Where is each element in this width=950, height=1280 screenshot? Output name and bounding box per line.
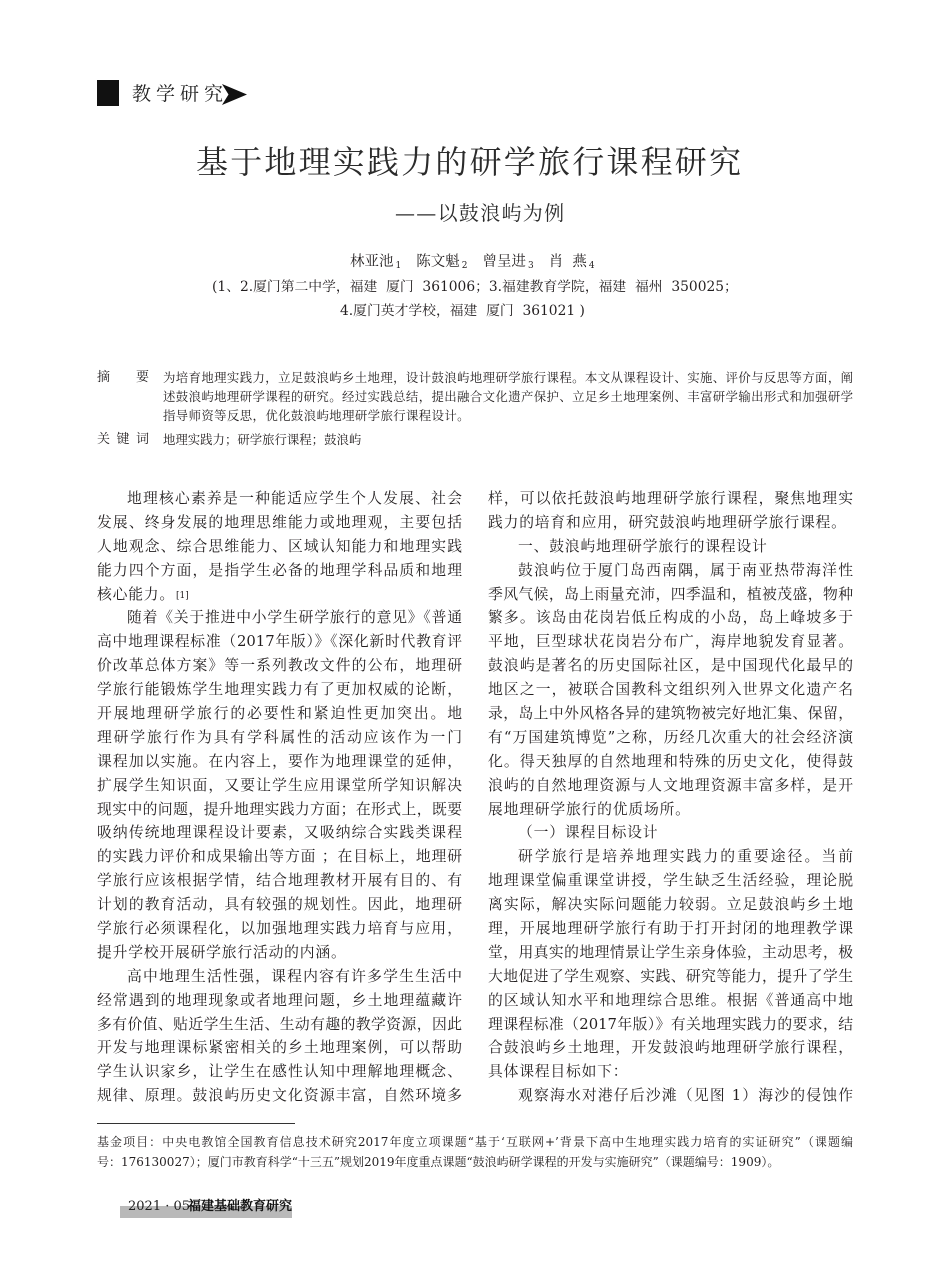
line-text: 地理核心素养是一种能适应学生个人发展、社会: [127, 490, 462, 507]
paragraph-line: [488, 750, 853, 774]
paragraph-line: [488, 1060, 853, 1084]
body-left-column: [97, 487, 462, 1108]
author: [549, 252, 595, 276]
footnote-line: 号：176130027）；厦门市教育科学“十三五”规划2019年度重点课题“鼓浪屿研学课程的开发与实施研究”（课题编号：1909）。: [97, 1154, 780, 1169]
line-text: 一、鼓浪屿地理研学旅行的课程设计: [518, 537, 768, 555]
section-heading-line: [488, 535, 853, 559]
paragraph-line: [97, 893, 462, 917]
line-text: 鼓浪屿位于厦门岛西南隅，属于南亚热带海洋性: [518, 561, 853, 579]
paragraph-line: [488, 845, 853, 869]
line-text: 高中地理课程标准（2017年版）》《深化新时代教育评: [97, 633, 462, 651]
paragraph-line: [488, 702, 853, 726]
author-list: [350, 252, 610, 276]
author: [350, 252, 401, 276]
line-text: 展地理研学旅行的优质场所。: [488, 800, 691, 818]
paragraph-line: [97, 726, 462, 750]
line-text: 随着《关于推进中小学生研学旅行的意见》《普通: [127, 609, 462, 627]
affiliation-line: 4.厦门英才学校，福建 厦门 361021 ): [340, 303, 585, 319]
paragraph-line: [488, 893, 853, 917]
issue-number: 2021 · 05: [128, 1199, 191, 1214]
abstract-text: [163, 368, 853, 425]
paragraph-line: [488, 606, 853, 630]
paragraph-line: [488, 941, 853, 965]
line-text: 离实际，解决实际问题能力较弱。立足鼓浪屿乡土地: [488, 896, 853, 914]
line-text: 吸纳传统地理课程设计要素，又吸纳综合实践类课程: [97, 824, 462, 842]
paragraph-line: [97, 941, 462, 965]
paragraph-line: [97, 798, 462, 822]
paragraph-line: [488, 798, 853, 822]
line-text: 学旅行必须课程化，以加强地理实践力培育与应用，: [97, 920, 462, 938]
line-text: 有“万国建筑博览”之称，历经几次重大的社会经济演: [488, 728, 853, 746]
paragraph-line: [97, 535, 462, 559]
paragraph-line: [97, 774, 462, 798]
footnote-line: 基金项目：中央电教馆全国教育信息技术研究2017年度立项课题“基于‘互联网+’背景下高中生地理实践力培育的实证研究”（课题编: [97, 1135, 853, 1149]
line-text: 化。得天独厚的自然地理和特殊的历史文化，使得鼓: [488, 752, 853, 770]
citation-reference: [1]: [176, 590, 189, 601]
line-text: 具体课程目标如下：: [488, 1063, 629, 1081]
line-text: 计划的教育活动，具有较强的规划性。因此，地理研: [97, 896, 462, 914]
line-text: 核心能力。: [97, 585, 175, 603]
paragraph-line: [97, 917, 462, 941]
line-text: 高中地理生活性强，课程内容有许多学生生活中: [127, 967, 462, 985]
journal-logo: 福建基础教育研究: [188, 1199, 293, 1214]
paragraph-line: [488, 678, 853, 702]
paragraph-line: [488, 487, 853, 511]
paragraph-line: [488, 1036, 853, 1060]
section-heading: [488, 821, 853, 845]
paragraph-line: [97, 965, 462, 989]
paragraph-line: [97, 702, 462, 726]
paragraph-line: [488, 1084, 853, 1108]
paragraph: [97, 487, 462, 606]
paragraph-line: [97, 487, 462, 511]
paragraph: [488, 487, 853, 535]
line-text: 录，岛上中外风格各异的建筑物被完好地汇集、保留，: [488, 705, 853, 723]
line-text: 课程加以实施。在内容上，要作为地理课堂的延伸，: [97, 752, 462, 770]
author-affiliation-number: 1: [395, 261, 402, 271]
line-text: 研学旅行是培养地理实践力的重要途径。当前: [518, 848, 853, 866]
line-text: 样，可以依托鼓浪屿地理研学旅行课程，聚焦地理实: [488, 490, 853, 507]
abstract-line: 指导师资等反思，优化鼓浪屿地理研学旅行课程设计。: [163, 408, 470, 423]
paragraph-line: [97, 678, 462, 702]
footnote-rule: [97, 1123, 295, 1124]
section-heading: [488, 535, 853, 559]
line-text: 的区域认知水平和地理综合思维。根据《普通高中地: [488, 991, 853, 1009]
keywords-label: 关 键 词: [97, 432, 149, 447]
article-subtitle: ——以鼓浪屿为例: [395, 201, 566, 225]
author: [482, 252, 533, 276]
line-text: 堂，用真实的地理情景让学生亲身体验，主动思考，极: [488, 943, 853, 961]
line-text: 合鼓浪屿乡土地理，开发鼓浪屿地理研学旅行课程，: [488, 1039, 853, 1057]
line-text: 学旅行能锻炼学生地理实践力有了更加权威的论断，: [97, 681, 462, 699]
paragraph: [97, 606, 462, 964]
paragraph: [488, 845, 853, 1084]
section-label: 教学研究: [132, 83, 229, 105]
paragraph: [488, 559, 853, 822]
paragraph-line: [97, 1013, 462, 1037]
line-text: 人地观念、综合思维能力、区域认知能力和地理实践: [97, 537, 462, 555]
line-text: 开展地理研学旅行的必要性和紧迫性更加突出。地: [97, 705, 462, 723]
paragraph-line: [97, 750, 462, 774]
line-text: 地区之一，被联合国教科文组织列入世界文化遗产名: [488, 681, 853, 699]
paragraph-line: [97, 869, 462, 893]
paragraph-line: [97, 630, 462, 654]
line-text: 观察海水对港仔后沙滩（见图 1）海沙的侵蚀作: [518, 1087, 853, 1105]
line-text: 提升学校开展研学旅行活动的内涵。: [97, 943, 347, 961]
footnote-text: [97, 1133, 853, 1172]
chevron-right-icon: [222, 84, 247, 105]
line-text: 价改革总体方案》等一系列教改文件的公布，地理研: [97, 657, 462, 675]
paragraph-line: [97, 1060, 462, 1084]
line-text: 大地促进了学生观察、实践、研究等能力，提升了学生: [488, 967, 853, 985]
author-name: 肖 燕: [548, 254, 587, 270]
paragraph-line: [488, 917, 853, 941]
line-text: 季风气候，岛上雨量充沛，四季温和，植被茂盛，物种: [488, 585, 853, 603]
abstract-line: 为培育地理实践力，立足鼓浪屿乡土地理，设计鼓浪屿地理研学旅行课程。本文从课程设计、实施、评价与反思等方面，阐: [163, 370, 853, 385]
line-text: 践力的培育和应用，研究鼓浪屿地理研学旅行课程。: [488, 513, 847, 531]
line-text: 经常遇到的地理现象或者地理问题，乡土地理蕴藏许: [97, 991, 462, 1009]
line-text: （一）课程目标设计: [518, 824, 659, 842]
author-name: 陈文魁: [416, 254, 460, 270]
paragraph-line: [488, 654, 853, 678]
paragraph-line: [488, 1013, 853, 1037]
author-affiliation-number: 4: [588, 261, 595, 271]
paragraph-line: [97, 654, 462, 678]
line-text: 扩展学生知识面，又要让学生应用课堂所学知识解决: [97, 776, 462, 794]
line-text: 发展、终身发展的地理思维能力或地理观，主要包括: [97, 513, 462, 531]
paragraph-line: [488, 583, 853, 607]
author-name: 曾呈进: [482, 254, 526, 270]
line-text: 现实中的问题，提升地理实践力方面；在形式上，既要: [97, 800, 462, 818]
paragraph-line: [97, 845, 462, 869]
paragraph-line: [488, 726, 853, 750]
paragraph-line: [97, 1036, 462, 1060]
line-text: 鼓浪屿是著名的历史国际社区，是中国现代化最早的: [488, 657, 853, 675]
line-text: 开发与地理课标紧密相关的乡土地理案例，可以帮助: [97, 1039, 462, 1057]
line-text: 能力四个方面，是指学生必备的地理学科品质和地理: [97, 561, 462, 579]
body-right-column: [488, 487, 853, 1108]
paragraph-line: [488, 989, 853, 1013]
paragraph-line: [488, 965, 853, 989]
paragraph-line: [488, 869, 853, 893]
line-text: 理课程标准（2017年版）》有关地理实践力的要求，结: [488, 1015, 853, 1033]
line-text: 多有价值、贴近学生生活、生动有趣的教学资源，因此: [97, 1015, 462, 1033]
line-text: 理研学旅行作为具有学科属性的活动应该作为一门: [97, 728, 462, 746]
line-text: 学生认识家乡，让学生在感性认知中理解地理概念、: [97, 1063, 462, 1081]
line-text: 浪屿的自然地理资源与人文地理资源丰富多样，是开: [488, 776, 853, 794]
paragraph-line: [488, 774, 853, 798]
paragraph: [97, 965, 462, 1108]
paragraph-line: [97, 511, 462, 535]
paragraph-line: [97, 583, 462, 607]
paragraph: [488, 1084, 853, 1108]
author-affiliation-number: 2: [461, 261, 468, 271]
abstract-line: 述鼓浪屿地理研学课程的研究。经过实践总结，提出融合文化遗产保护、立足乡土地理案例、丰富研学输出形式和加强研学: [163, 389, 853, 404]
line-text: 学旅行应该根据学情，结合地理教材开展有目的、有: [97, 872, 462, 890]
paragraph-line: [97, 989, 462, 1013]
section-heading-line: [488, 821, 853, 845]
author-affiliation-number: 3: [527, 261, 534, 271]
section-marker-square: [97, 80, 119, 106]
paragraph-line: [488, 630, 853, 654]
keywords-text: 地理实践力；研学旅行课程；鼓浪屿: [163, 432, 362, 447]
line-text: 平地，巨型球状花岗岩分布广，海岸地貌发育显著。: [488, 633, 853, 651]
line-text: 理，开展地理研学旅行有助于打开封闭的地理教学课: [488, 920, 853, 938]
paragraph-line: [97, 1084, 462, 1108]
paragraph-line: [97, 606, 462, 630]
line-text: 的实践力评价和成果输出等方面 ；在目标上，地理研: [97, 848, 462, 866]
author: [416, 252, 467, 276]
paragraph-line: [97, 559, 462, 583]
line-text: 地理课堂偏重课堂讲授，学生缺乏生活经验，理论脱: [488, 872, 853, 890]
line-text: 规律、原理。鼓浪屿历史文化资源丰富，自然环境多: [97, 1087, 462, 1105]
author-name: 林亚池: [350, 254, 394, 270]
paragraph-line: [488, 511, 853, 535]
paragraph-line: [488, 559, 853, 583]
abstract-label: 摘 要: [97, 370, 149, 385]
paragraph-line: [97, 821, 462, 845]
line-text: 繁多。该岛由花岗岩低丘构成的小岛，岛上峰坡多于: [488, 609, 853, 627]
affiliation-line: (1、2.厦门第二中学，福建 厦门 361006；3.福建教育学院，福建 福州 350025；: [212, 279, 738, 295]
article-title: 基于地理实践力的研学旅行课程研究: [196, 143, 744, 181]
